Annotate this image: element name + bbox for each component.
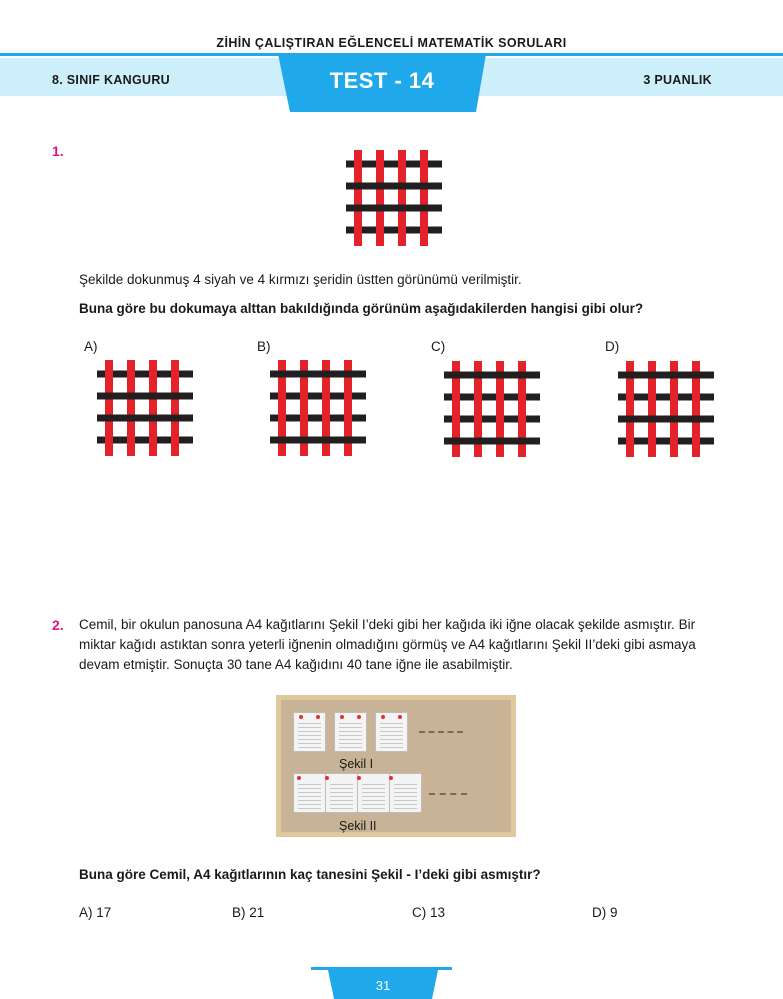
paper-line bbox=[330, 808, 353, 809]
paper-line bbox=[339, 747, 362, 748]
option-d-weave[interactable] bbox=[618, 361, 714, 457]
paper-line bbox=[298, 727, 321, 728]
question-1-text: Şekilde dokunmuş 4 siyah ve 4 kırmızı şeridin üstten görünümü verilmiştir. bbox=[79, 272, 522, 287]
red-over-crossing bbox=[496, 416, 504, 423]
black-strip bbox=[346, 205, 442, 212]
red-over-crossing bbox=[420, 227, 428, 234]
red-over-crossing bbox=[278, 415, 286, 422]
red-over-crossing bbox=[300, 415, 308, 422]
black-strip bbox=[618, 372, 714, 379]
red-over-crossing bbox=[376, 227, 384, 234]
black-strip bbox=[97, 415, 193, 422]
black-strip bbox=[444, 372, 540, 379]
paper-line bbox=[330, 800, 353, 801]
paper-line bbox=[339, 743, 362, 744]
red-over-crossing bbox=[354, 161, 362, 168]
paper-line bbox=[339, 727, 362, 728]
option-c-answer[interactable]: C) 13 bbox=[412, 905, 446, 920]
paper-line bbox=[298, 804, 321, 805]
paper-line bbox=[298, 723, 321, 724]
option-b-answer[interactable]: B) 21 bbox=[232, 905, 265, 920]
paper-line bbox=[362, 804, 385, 805]
question-2-line-1: Cemil, bir okulun panosuna A4 kağıtlarını Şekil I’deki gibi her kağıda iki iğne olacak şekilde asmıştır. Bir bbox=[79, 617, 696, 632]
paper-sheet bbox=[334, 712, 367, 752]
paper-line bbox=[298, 792, 321, 793]
paper-line bbox=[298, 739, 321, 740]
paper-line bbox=[298, 784, 321, 785]
book-title: ZİHİN ÇALIŞTIRAN EĞLENCELİ MATEMATİK SORULARI bbox=[216, 36, 567, 50]
option-b-weave[interactable] bbox=[270, 360, 366, 456]
option-d-label[interactable]: D) bbox=[605, 339, 620, 354]
paper-line bbox=[380, 731, 403, 732]
paper-line bbox=[380, 747, 403, 748]
paper-line bbox=[298, 735, 321, 736]
paper-line bbox=[362, 792, 385, 793]
black-strip bbox=[270, 371, 366, 378]
points-label: 3 PUANLIK bbox=[643, 73, 712, 87]
paper-line bbox=[362, 800, 385, 801]
option-c-label[interactable]: C) bbox=[431, 339, 446, 354]
paper-line bbox=[380, 723, 403, 724]
paper-line bbox=[330, 804, 353, 805]
red-over-crossing bbox=[626, 438, 634, 445]
red-over-crossing bbox=[171, 437, 179, 444]
red-over-crossing bbox=[105, 371, 113, 378]
black-strip bbox=[97, 393, 193, 400]
red-over-crossing bbox=[127, 371, 135, 378]
red-over-crossing bbox=[322, 393, 330, 400]
red-over-crossing bbox=[300, 393, 308, 400]
paper-line bbox=[298, 800, 321, 801]
question-1-number: 1. bbox=[52, 143, 64, 159]
paper-line bbox=[330, 792, 353, 793]
paper-line bbox=[362, 796, 385, 797]
red-over-crossing bbox=[344, 393, 352, 400]
red-over-crossing bbox=[171, 371, 179, 378]
test-title: TEST - 14 bbox=[329, 68, 435, 93]
paper-sheet bbox=[325, 773, 358, 813]
red-over-crossing bbox=[670, 394, 678, 401]
paper-line bbox=[362, 784, 385, 785]
paper-line bbox=[380, 743, 403, 744]
option-c-weave[interactable] bbox=[444, 361, 540, 457]
red-over-crossing bbox=[398, 227, 406, 234]
paper-line bbox=[394, 808, 417, 809]
paper-sheet bbox=[375, 712, 408, 752]
question-2-number: 2. bbox=[52, 617, 64, 633]
paper-line bbox=[362, 808, 385, 809]
paper-line bbox=[394, 800, 417, 801]
paper-line bbox=[339, 731, 362, 732]
continuation-dots bbox=[419, 731, 463, 733]
grade-label: 8. SINIF KANGURU bbox=[52, 73, 171, 87]
option-a-weave[interactable] bbox=[97, 360, 193, 456]
paper-line bbox=[330, 784, 353, 785]
red-over-crossing bbox=[127, 437, 135, 444]
option-a-answer[interactable]: A) 17 bbox=[79, 905, 112, 920]
question-1-prompt: Buna göre bu dokumaya alttan bakıldığında görünüm aşağıdakilerden hangisi gibi olur? bbox=[79, 301, 644, 316]
red-over-crossing bbox=[692, 438, 700, 445]
paper-line bbox=[298, 808, 321, 809]
figure-1-caption: Şekil I bbox=[339, 757, 374, 771]
paper-line bbox=[330, 796, 353, 797]
paper-line bbox=[380, 735, 403, 736]
red-over-crossing bbox=[322, 415, 330, 422]
paper-line bbox=[380, 727, 403, 728]
paper-line bbox=[298, 743, 321, 744]
paper-line bbox=[339, 735, 362, 736]
red-over-crossing bbox=[354, 227, 362, 234]
red-over-crossing bbox=[105, 437, 113, 444]
black-strip bbox=[618, 416, 714, 423]
black-strip bbox=[346, 183, 442, 190]
paper-sheet bbox=[293, 712, 326, 752]
option-b-label[interactable]: B) bbox=[257, 339, 271, 354]
paper-sheet bbox=[357, 773, 390, 813]
red-over-crossing bbox=[648, 438, 656, 445]
red-over-crossing bbox=[452, 416, 460, 423]
page-number: 31 bbox=[375, 978, 391, 993]
red-over-crossing bbox=[420, 161, 428, 168]
weave-top-view bbox=[346, 150, 442, 246]
question-2-line-3: devam etmiştir. Sonuçta 30 tane A4 kağıdını 40 tane iğne ile asabilmiştir. bbox=[79, 657, 513, 672]
paper-line bbox=[380, 739, 403, 740]
red-over-crossing bbox=[474, 394, 482, 401]
red-over-crossing bbox=[398, 161, 406, 168]
paper-line bbox=[394, 788, 417, 789]
paper-line bbox=[394, 784, 417, 785]
paper-line bbox=[339, 739, 362, 740]
paper-line bbox=[298, 731, 321, 732]
red-over-crossing bbox=[670, 438, 678, 445]
paper-sheet bbox=[293, 773, 326, 813]
question-2-prompt: Buna göre Cemil, A4 kağıtlarının kaç tanesini Şekil - I’deki gibi asmıştır? bbox=[79, 867, 541, 882]
red-over-crossing bbox=[648, 394, 656, 401]
red-over-crossing bbox=[474, 416, 482, 423]
red-over-crossing bbox=[278, 393, 286, 400]
option-d-answer[interactable]: D) 9 bbox=[592, 905, 618, 920]
paper-line bbox=[298, 796, 321, 797]
red-over-crossing bbox=[496, 394, 504, 401]
red-over-crossing bbox=[692, 394, 700, 401]
red-over-crossing bbox=[518, 394, 526, 401]
red-over-crossing bbox=[518, 416, 526, 423]
notice-board bbox=[276, 695, 516, 837]
continuation-dots bbox=[429, 793, 467, 795]
paper-line bbox=[394, 796, 417, 797]
paper-line bbox=[330, 788, 353, 789]
option-a-label[interactable]: A) bbox=[84, 339, 98, 354]
paper-line bbox=[394, 792, 417, 793]
red-over-crossing bbox=[344, 415, 352, 422]
red-over-crossing bbox=[149, 371, 157, 378]
paper-line bbox=[339, 723, 362, 724]
figure-2-caption: Şekil II bbox=[339, 819, 377, 833]
black-strip bbox=[444, 438, 540, 445]
paper-line bbox=[394, 804, 417, 805]
black-strip bbox=[270, 437, 366, 444]
paper-sheet bbox=[389, 773, 422, 813]
paper-line bbox=[298, 747, 321, 748]
red-over-crossing bbox=[626, 394, 634, 401]
red-over-crossing bbox=[376, 161, 384, 168]
question-2-line-2: miktar kağıdı astıktan sonra yeterli iğnenin olmadığını görmüş ve A4 kağıtlarını Şekil II’deki gibi asmaya bbox=[79, 637, 696, 652]
paper-line bbox=[362, 788, 385, 789]
red-over-crossing bbox=[452, 394, 460, 401]
red-over-crossing bbox=[149, 437, 157, 444]
paper-line bbox=[298, 788, 321, 789]
